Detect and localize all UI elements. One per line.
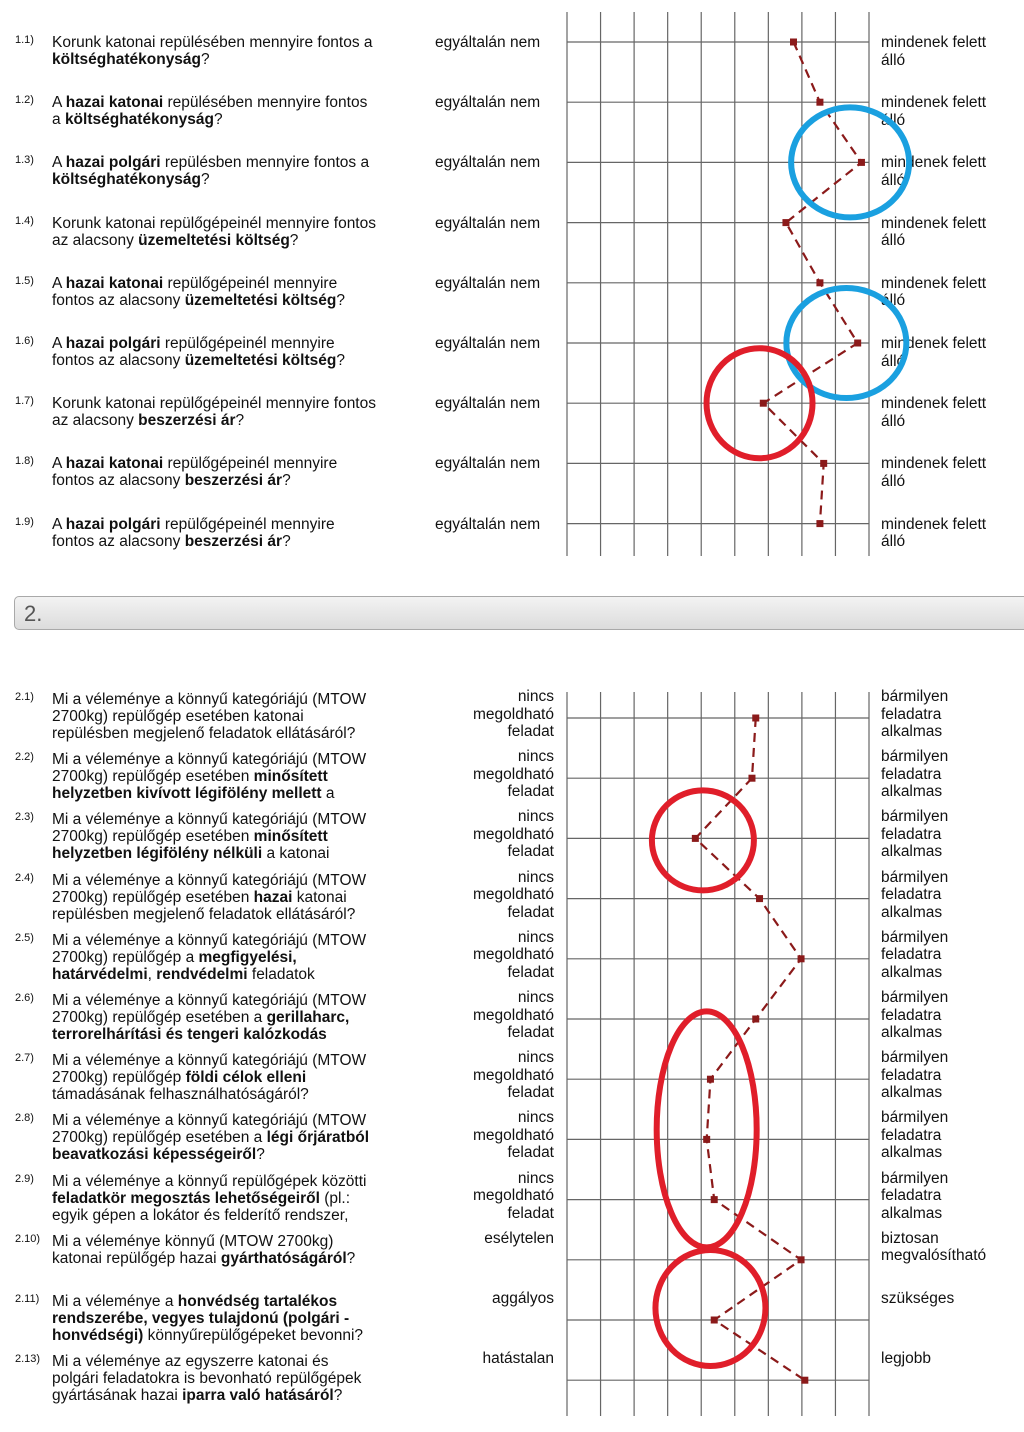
data-point <box>816 99 823 106</box>
question-text-bold: beszerzési ár <box>184 472 283 490</box>
question-text-part: Mi a véleménye a könnyű kategóriájú (MTOW 2700kg) repülőgép esetében <box>52 811 367 846</box>
question-text-bold: hazai polgári <box>65 154 161 172</box>
red-highlight-circle <box>657 1011 757 1247</box>
question-text-bold: költséghatékonyság <box>52 171 202 189</box>
scale-right-label: mindenek felett álló <box>881 34 987 69</box>
data-point <box>858 159 865 166</box>
scale-left-label: esélytelen <box>484 1229 554 1247</box>
data-point <box>752 1016 759 1023</box>
question-text <box>52 94 367 128</box>
question-text-part: ? <box>289 231 299 249</box>
scale-right-label: mindenek felett álló <box>881 395 987 430</box>
question-text-part: A <box>52 274 66 292</box>
question-text-bold: beszerzési ár <box>184 532 283 550</box>
question-text <box>52 455 337 489</box>
red-highlight-circle <box>707 348 813 458</box>
data-point <box>703 1136 710 1143</box>
data-point <box>756 895 763 902</box>
question-text <box>52 992 366 1043</box>
scale-left-label: egyáltalán nem <box>435 154 541 172</box>
question-text-bold: honvédség tartalékos rendszerébe, vegyes tulajdonú (polgári - honvédségi) <box>52 1293 350 1344</box>
question-text-part: Korunk katonai repülőgépeinél mennyire fontos az alacsony <box>52 214 376 249</box>
question-text-part: A <box>52 335 66 352</box>
question-text-part: Mi a véleménye a könnyű kategóriájú (MTOW 2700kg) repülőgép esetében katonai repülésben megjelenő feladatok ellátásáról? <box>52 691 367 742</box>
scale-left-label: egyáltalán nem <box>435 515 541 533</box>
question-number: 1.1) <box>15 34 34 46</box>
scale-left-label: nincs megoldható feladat <box>472 989 554 1041</box>
question-text-part: katonai repülésben megjelenő feladatok ellátásáról? <box>52 888 356 923</box>
question-text <box>52 1173 367 1224</box>
red-highlight-circle <box>652 790 754 890</box>
question-text-bold: költséghatékonyság <box>64 111 214 129</box>
data-point <box>820 460 827 467</box>
scale-left-label: nincs megoldható feladat <box>472 748 554 801</box>
question-text-part: könnyűrepülőgépeket bevonni? <box>143 1327 364 1344</box>
data-point <box>801 1377 808 1384</box>
question-text-part: ? <box>346 1249 356 1267</box>
question-text-bold: hazai katonai <box>65 274 164 292</box>
question-text-part: ? <box>336 291 345 309</box>
scale-right-label: szükséges <box>881 1290 955 1307</box>
scale-right-label: bármilyen feladatra alkalmas <box>881 808 949 861</box>
scale-right-label: bármilyen feladatra alkalmas <box>881 748 949 801</box>
series-line <box>695 718 804 1380</box>
question-text-part: Mi a véleménye a könnyű kategóriájú (MTOW 2700kg) repülőgép esetében a <box>52 992 367 1026</box>
question-number: 1.8) <box>15 455 34 468</box>
question-text <box>52 751 366 802</box>
question-text <box>52 335 345 369</box>
data-point <box>711 1196 718 1203</box>
question-text <box>52 516 335 550</box>
question-text-bold: gerillaharc, terrorelhárítási és tengeri kalózkodás <box>52 1009 350 1043</box>
question-text-part: ? <box>201 51 210 68</box>
data-point <box>760 400 767 407</box>
scale-left-label: egyáltalán nem <box>435 34 541 51</box>
question-text-part: repülésben mennyire fontos a <box>164 154 370 172</box>
scale-left-label: nincs megoldható feladat <box>472 1049 554 1102</box>
question-text-part: A <box>52 515 66 533</box>
question-text-part: Mi a véleménye a könnyű kategóriájú (MTOW 2700kg) repülőgép <box>52 1052 367 1087</box>
scale-right-label: bármilyen feladatra alkalmas <box>881 989 949 1041</box>
question-text-part: repülőgépeinél mennyire fontos az alacsony <box>52 335 335 369</box>
data-point <box>816 279 823 286</box>
question-text-bold: légi őrjáratból beavatkozási képességeiről <box>52 1129 370 1164</box>
question-text-bold: minősített helyzetben kivívott légifölény mellett <box>52 768 328 803</box>
question-number: 2.8) <box>15 1112 34 1125</box>
question-text-part: Mi a véleménye a könnyű kategóriájú (MTOW 2700kg) repülőgép a <box>52 931 367 966</box>
scale-left-label: nincs megoldható feladat <box>472 808 554 861</box>
question-text-part: ? <box>256 1146 265 1164</box>
question-text <box>52 932 366 983</box>
question-text <box>52 34 373 68</box>
question-text-bold: hazai katonai <box>65 94 164 112</box>
question-text-part: repülőgépeinél mennyire fontos az alacsony <box>52 274 338 309</box>
question-text-part: ? <box>235 412 245 430</box>
question-text-part: Mi a véleménye a könnyű kategóriájú (MTOW 2700kg) repülőgép esetében a <box>52 1112 367 1147</box>
question-text <box>52 1052 366 1103</box>
scale-left-label: egyáltalán nem <box>435 335 541 352</box>
question-number: 2.5) <box>15 931 34 944</box>
question-text-bold: hazai polgári <box>65 335 161 352</box>
question-number: 1.6) <box>15 335 34 347</box>
question-text-part: A <box>52 455 66 473</box>
question-text-bold: hazai <box>253 888 293 906</box>
question-text <box>52 872 366 923</box>
question-text-bold: gyárthatóságáról <box>220 1249 347 1267</box>
question-text <box>52 691 366 742</box>
question-text-part: Korunk katonai repülőgépeinél mennyire fontos az alacsony <box>52 395 376 430</box>
question-text-part: Korunk katonai repülésében mennyire fontos a <box>52 34 373 51</box>
red-highlight-circle <box>655 1250 765 1366</box>
question-number: 2.3) <box>15 811 34 824</box>
question-text-part: ? <box>333 1387 343 1405</box>
question-text <box>52 395 376 429</box>
scale-left-label: egyáltalán nem <box>435 395 541 413</box>
scale-right-label: biztosan megvalósítható <box>881 1229 987 1265</box>
scale-right-label: bármilyen feladatra alkalmas <box>881 1169 949 1222</box>
data-point <box>816 520 823 527</box>
question-text-bold: hazai katonai <box>65 455 164 473</box>
question-text-part: ? <box>201 171 210 189</box>
question-text <box>52 1293 363 1344</box>
question-number: 2.10) <box>15 1232 41 1245</box>
question-number: 1.5) <box>15 274 34 287</box>
question-text-bold: beszerzési ár <box>138 412 236 430</box>
question-text <box>52 215 376 249</box>
data-point <box>748 775 755 782</box>
data-point <box>790 39 797 46</box>
question-text <box>52 1353 361 1404</box>
scale-left-label: egyáltalán nem <box>435 214 541 232</box>
question-text-bold: feladatkör megosztás lehetőségeiről <box>52 1189 320 1207</box>
question-text-part: Mi a véleménye a könnyű kategóriájú (MTOW 2700kg) repülőgép esetében <box>52 751 367 786</box>
scale-right-label: bármilyen feladatra alkalmas <box>881 1049 949 1102</box>
question-text-part: , <box>147 965 157 983</box>
question-text-part: ? <box>282 472 291 490</box>
question-text-bold: üzemeltetési költség <box>184 352 337 369</box>
scale-right-label: bármilyen feladatra alkalmas <box>881 1109 949 1162</box>
question-text-part: Mi a véleménye a <box>52 1293 178 1310</box>
question-text-part: A <box>52 94 66 112</box>
question-text-bold: hazai polgári <box>65 515 161 533</box>
question-text-bold: költséghatékonyság <box>52 51 202 68</box>
question-text-bold: megfigyelési, határvédelmi <box>52 948 297 983</box>
section-2-header[interactable] <box>14 596 1024 630</box>
section-2-title: 2. <box>24 601 43 626</box>
scale-left-label: nincs megoldható feladat <box>472 928 554 981</box>
question-text-part: (pl.: egyik gépen a lokátor és felderítő rendszer, <box>52 1189 351 1224</box>
scale-left-label: hatástalan <box>482 1350 554 1368</box>
question-number: 2.6) <box>15 992 34 1004</box>
scale-right-label: mindenek felett álló <box>881 335 987 370</box>
question-number: 2.13) <box>15 1353 41 1366</box>
question-text-bold: minősített helyzetben légifölény nélküli <box>52 828 328 863</box>
data-point <box>854 340 861 347</box>
data-point <box>782 219 789 226</box>
scale-right-label: mindenek felett álló <box>881 214 987 250</box>
question-text-bold: rendvédelmi <box>156 965 248 983</box>
series-line <box>763 42 861 524</box>
question-text-part: Mi a véleménye az egyszerre katonai és polgári feladatokra is bevonható repülőgépek gyártásának hazai <box>52 1353 362 1405</box>
scale-right-label: mindenek felett álló <box>881 455 987 490</box>
question-text-part: feladatok <box>247 965 315 983</box>
question-text-part: a <box>321 785 335 803</box>
scale-right-label: bármilyen feladatra alkalmas <box>881 688 949 740</box>
data-point <box>711 1317 718 1324</box>
scale-right-label: bármilyen feladatra alkalmas <box>881 868 949 921</box>
question-text-part: repülőgépeinél mennyire fontos az alacsony <box>52 515 335 550</box>
question-number: 2.9) <box>15 1172 34 1185</box>
question-text-part: repülőgépeinél mennyire fontos az alacsony <box>52 455 338 490</box>
question-number: 1.2) <box>15 94 34 107</box>
question-number: 1.4) <box>15 214 34 227</box>
scale-left-label: aggályos <box>491 1290 554 1307</box>
question-text-bold: iparra való hatásáról <box>182 1387 334 1405</box>
question-text-part: támadásának felhasználhatóságáról? <box>52 1086 309 1104</box>
question-text-bold: üzemeltetési költség <box>184 291 337 309</box>
scale-left-label: nincs megoldható feladat <box>472 868 554 921</box>
scale-left-label: nincs megoldható feladat <box>472 1109 554 1162</box>
question-number: 2.4) <box>15 871 34 884</box>
question-text <box>52 1112 369 1163</box>
scale-right-label: legjobb <box>881 1350 931 1368</box>
scale-left-label: egyáltalán nem <box>435 274 541 292</box>
data-point <box>752 715 759 722</box>
question-text <box>52 811 366 862</box>
question-number: 2.7) <box>15 1052 34 1065</box>
scale-right-label: mindenek felett álló <box>881 94 987 129</box>
question-text-part: Mi a véleménye a könnyű repülőgépek közötti <box>52 1172 367 1190</box>
question-number: 1.7) <box>15 395 34 408</box>
question-number: 1.3) <box>15 154 34 167</box>
question-number: 1.9) <box>15 515 34 528</box>
scale-right-label: bármilyen feladatra alkalmas <box>881 928 949 981</box>
question-text <box>52 1233 355 1267</box>
question-text <box>52 154 369 188</box>
scale-right-label: mindenek felett álló <box>881 274 987 310</box>
question-text-bold: üzemeltetési költség <box>138 231 290 249</box>
data-point <box>692 835 699 842</box>
question-text-part: Mi a véleménye a könnyű kategóriájú (MTOW 2700kg) repülőgép esetében <box>52 871 367 906</box>
question-text-part: a katonai <box>262 845 330 863</box>
question-number: 2.1) <box>15 691 34 703</box>
question-text-part: A <box>52 154 66 172</box>
question-text-part: Mi a véleménye könnyű (MTOW 2700kg) katonai repülőgép hazai <box>52 1232 334 1267</box>
question-text-part: ? <box>213 111 223 129</box>
scale-left-label: nincs megoldható feladat <box>472 1169 554 1222</box>
question-text-part: repülésében mennyire fontos a <box>52 94 368 129</box>
data-point <box>707 1076 714 1083</box>
scale-right-label: mindenek felett álló <box>881 154 987 189</box>
question-number: 2.11) <box>15 1293 40 1305</box>
question-number: 2.2) <box>15 751 34 764</box>
question-text-part: ? <box>336 352 345 369</box>
scale-right-label: mindenek felett álló <box>881 515 987 551</box>
scale-left-label: egyáltalán nem <box>435 455 541 473</box>
data-point <box>798 1256 805 1263</box>
data-point <box>798 955 805 962</box>
scale-left-label: egyáltalán nem <box>435 94 541 112</box>
scale-left-label: nincs megoldható feladat <box>472 688 554 740</box>
question-text <box>52 275 345 309</box>
question-text-part: ? <box>282 532 291 550</box>
question-text-bold: földi célok elleni <box>185 1069 307 1087</box>
